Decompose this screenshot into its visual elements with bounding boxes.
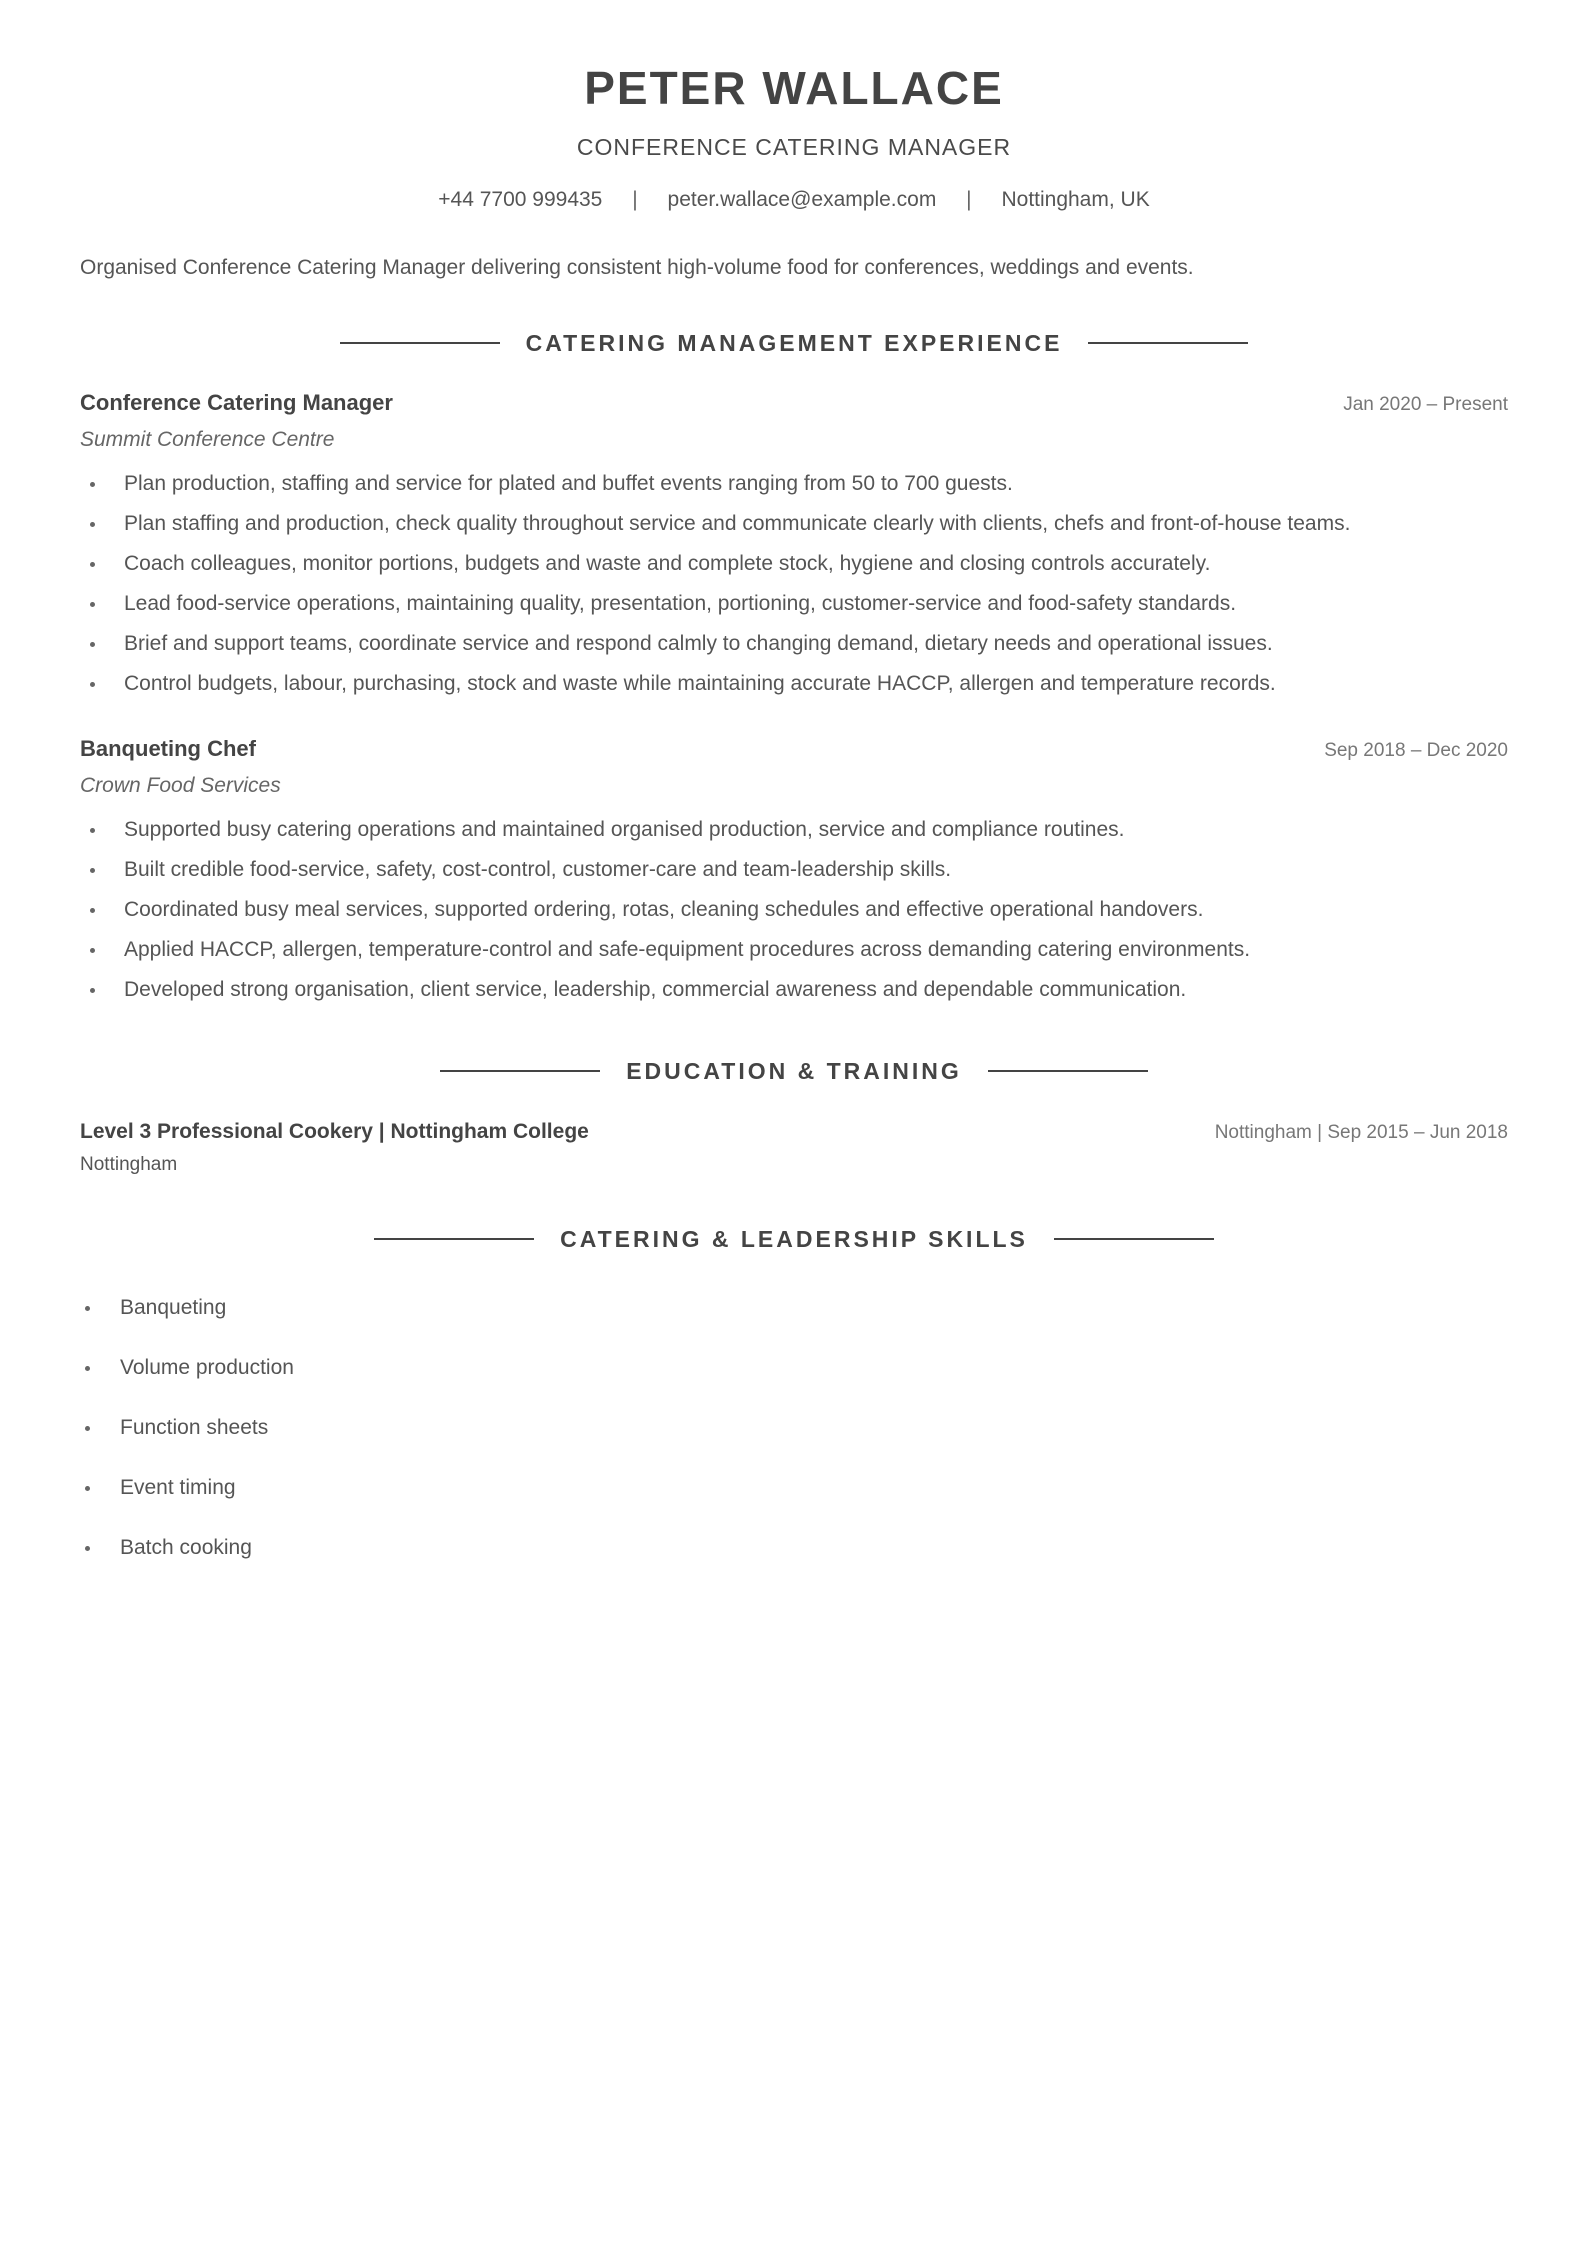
job-bullet: Lead food-service operations, maintaining quality, presentation, portioning, customer-service and food-safety standards.	[80, 584, 1508, 624]
contact-line	[80, 186, 1508, 214]
job-header	[80, 388, 1508, 418]
skill-item: Volume production	[80, 1338, 1508, 1398]
job-bullet: Developed strong organisation, client service, leadership, commercial awareness and dependable communication.	[80, 970, 1508, 1010]
experience-heading	[80, 328, 1508, 358]
education-title: Level 3 Professional Cookery | Nottingham College	[80, 1120, 589, 1143]
candidate-role: CONFERENCE CATERING MANAGER	[576, 134, 1012, 160]
skill-item: Event timing	[80, 1458, 1508, 1518]
resume-header	[80, 0, 1508, 214]
education-location: Nottingham	[80, 1154, 178, 1175]
candidate-name: PETER WALLACE	[584, 62, 1004, 114]
job-company: Summit Conference Centre	[80, 428, 335, 451]
heading-rule-left	[440, 1070, 600, 1072]
contact-location: Nottingham, UK	[1001, 188, 1150, 211]
job-bullets	[80, 810, 1508, 1010]
education-meta: Nottingham | Sep 2015 – Jun 2018	[1214, 1122, 1508, 1143]
contact-phone[interactable]: +44 7700 999435	[438, 188, 603, 211]
job-bullet: Applied HACCP, allergen, temperature-control and safe-equipment procedures across demanding catering environments.	[80, 930, 1508, 970]
skill-item: Batch cooking	[80, 1518, 1508, 1578]
heading-rule-right	[1054, 1238, 1214, 1240]
job-dates: Jan 2020 – Present	[1343, 394, 1508, 415]
experience-section	[80, 328, 1508, 1010]
skills-heading	[80, 1224, 1508, 1254]
job-bullet: Built credible food-service, safety, cost-control, customer-care and team-leadership skills.	[80, 850, 1508, 890]
job-bullets	[80, 464, 1508, 704]
job-entry	[80, 388, 1508, 704]
contact-separator: |	[632, 188, 638, 211]
heading-rule-right	[1088, 342, 1248, 344]
job-title: Conference Catering Manager	[80, 390, 393, 415]
skill-item: Banqueting	[80, 1278, 1508, 1338]
education-section	[80, 1056, 1508, 1178]
contact-email[interactable]: peter.wallace@example.com	[667, 188, 937, 211]
skills-heading-label: CATERING & LEADERSHIP SKILLS	[560, 1226, 1028, 1252]
job-dates: Sep 2018 – Dec 2020	[1324, 740, 1508, 761]
job-bullet: Plan staffing and production, check quality throughout service and communicate clearly with clients, chefs and front-of-house teams.	[80, 504, 1508, 544]
heading-rule-left	[374, 1238, 534, 1240]
skills-list	[80, 1278, 1508, 1578]
skills-section	[80, 1224, 1508, 1578]
heading-rule-left	[340, 342, 500, 344]
job-bullet: Coordinated busy meal services, supported ordering, rotas, cleaning schedules and effective operational handovers.	[80, 890, 1508, 930]
job-header	[80, 734, 1508, 764]
skill-item: Function sheets	[80, 1398, 1508, 1458]
heading-rule-right	[988, 1070, 1148, 1072]
job-title: Banqueting Chef	[80, 736, 256, 761]
education-header	[80, 1118, 1508, 1146]
experience-heading-label: CATERING MANAGEMENT EXPERIENCE	[525, 330, 1063, 356]
job-bullet: Plan production, staffing and service for plated and buffet events ranging from 50 to 700 guests.	[80, 464, 1508, 504]
education-entry	[80, 1118, 1508, 1178]
job-bullet: Coach colleagues, monitor portions, budgets and waste and complete stock, hygiene and closing controls accurately.	[80, 544, 1508, 584]
education-heading-label: EDUCATION & TRAINING	[626, 1058, 962, 1084]
job-bullet: Control budgets, labour, purchasing, stock and waste while maintaining accurate HACCP, allergen and temperature records.	[80, 664, 1508, 704]
job-company: Crown Food Services	[80, 774, 281, 797]
contact-separator: |	[966, 188, 972, 211]
education-heading	[80, 1056, 1508, 1086]
professional-summary: Organised Conference Catering Manager delivering consistent high-volume food for conferences, weddings and events.	[80, 256, 1194, 279]
job-bullet: Supported busy catering operations and maintained organised production, service and compliance routines.	[80, 810, 1508, 850]
job-bullet: Brief and support teams, coordinate service and respond calmly to changing demand, dietary needs and operational issues.	[80, 624, 1508, 664]
job-entry	[80, 734, 1508, 1010]
